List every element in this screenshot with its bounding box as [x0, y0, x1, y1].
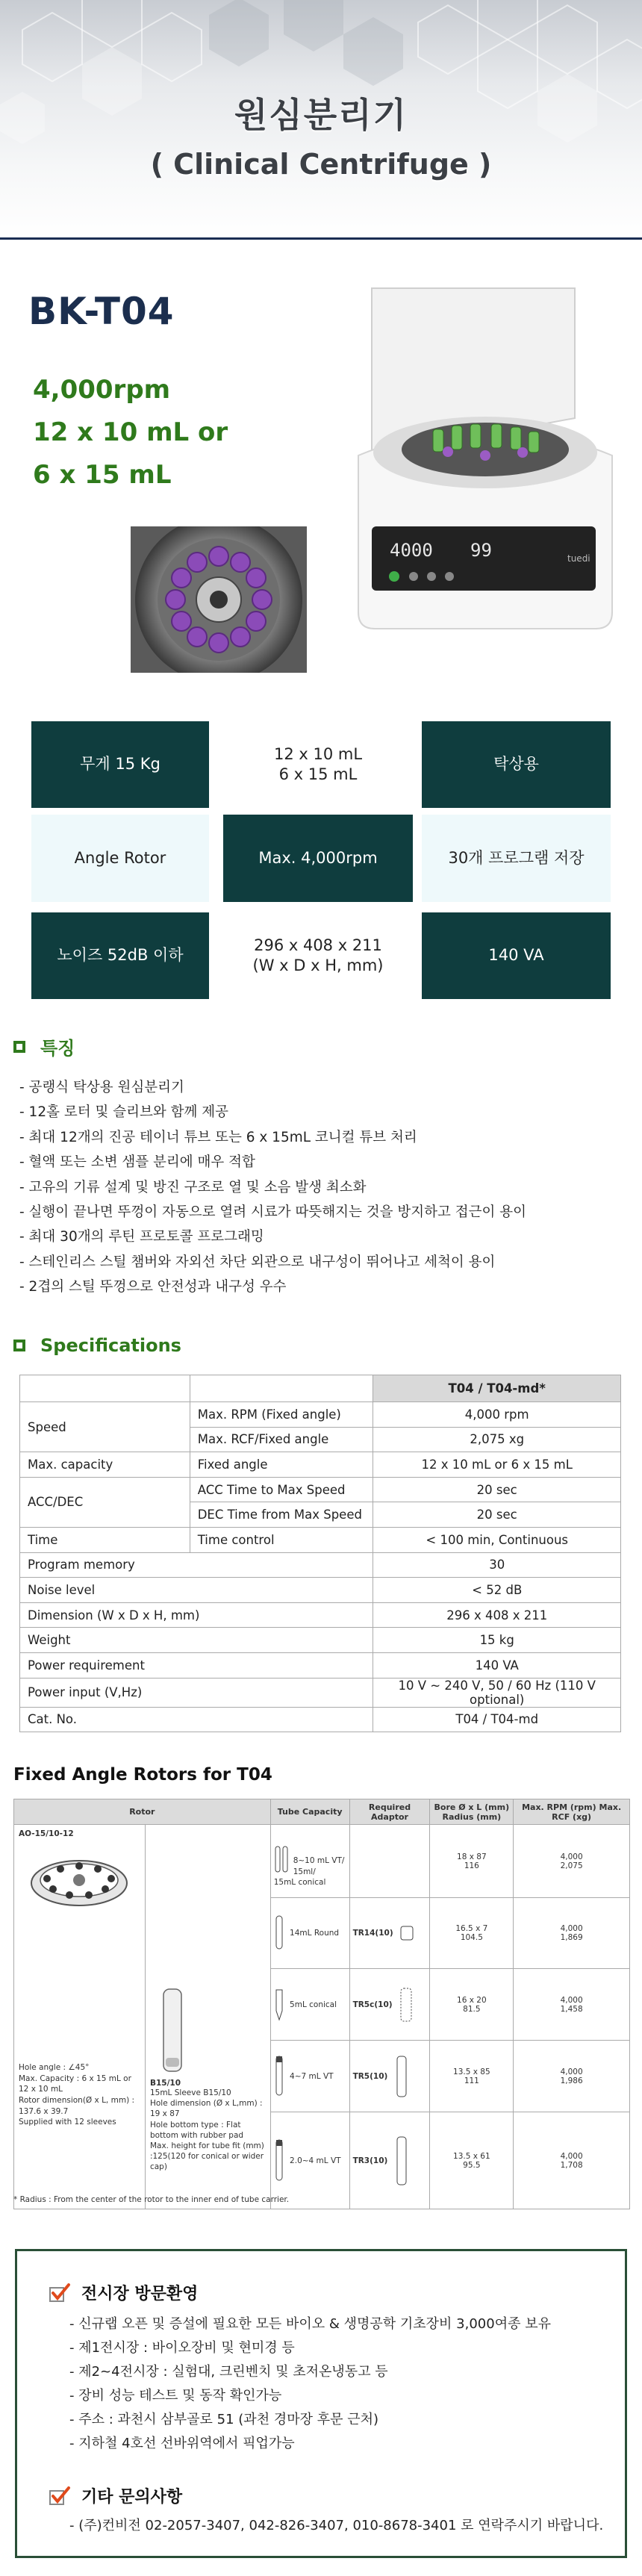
tube-icon	[274, 2055, 284, 2098]
spec-value: 15 kg	[373, 1628, 621, 1653]
list-item: - 제2~4전시장 : 실험대, 크린벤치 및 초저온냉동고 등	[69, 2364, 388, 2380]
rotor-header-bore: Bore Ø x L (mm) Radius (mm)	[430, 1799, 514, 1825]
grid-cell-power: 140 VA	[422, 912, 611, 999]
max-value: 4,000 1,708	[514, 2112, 630, 2209]
spec-header-row	[20, 1375, 621, 1402]
max-value: 4,000 1,869	[514, 1898, 630, 1969]
rotor-photo	[131, 526, 307, 673]
table-row	[20, 1707, 621, 1732]
rotor-header-adaptor: Required Adaptor	[349, 1799, 430, 1825]
contact-heading	[49, 2484, 182, 2507]
feature-item: - 스테인리스 스틸 챔버와 자외선 차단 외관으로 내구성이 뛰어나고 세척이 용이	[19, 1254, 496, 1270]
spec-sublabel: Time control	[190, 1527, 373, 1552]
adaptor-label: TR5c(10)	[352, 2000, 393, 2009]
rotor-description: Hole angle : ∠45° Max. Capacity : 6 x 15 mL or 12 x 10 mL Rotor dimension(Ø x L, mm) : 137.6 x 39.7 Supplied with 12 sleeves	[19, 2063, 135, 2127]
tube-label: 5mL conical	[290, 2000, 337, 2009]
tube-capacity	[270, 1969, 349, 2041]
adaptor-label: TR3(10)	[352, 2156, 388, 2165]
spec-value: 20 sec	[373, 1477, 621, 1502]
adaptor-cell	[349, 1898, 430, 1969]
rotor-header-tube: Tube Capacity	[270, 1799, 349, 1825]
spec-value: 20 sec	[373, 1502, 621, 1528]
list-item: - 지하철 4호선 선바위역에서 픽업가능	[69, 2436, 295, 2451]
spec-value: 296 x 408 x 211	[373, 1602, 621, 1628]
adaptor-icon	[393, 2135, 410, 2187]
square-bullet-icon	[13, 1340, 25, 1351]
table-row	[20, 1402, 621, 1428]
rotor-header-row	[14, 1799, 630, 1825]
highlight-capacity-2: 6 x 15 mL	[33, 460, 172, 490]
list-item: - 주소 : 과천시 삼부골로 51 (과천 경마장 후문 근처)	[69, 2412, 378, 2427]
bore-value: 16 x 20 81.5	[430, 1969, 514, 2041]
rotor-header-rotor: Rotor	[14, 1799, 271, 1825]
page-title-korean: 원심분리기	[234, 95, 408, 135]
spec-value: 12 x 10 mL or 6 x 15 mL	[373, 1452, 621, 1478]
spec-label: ACC/DEC	[20, 1477, 190, 1527]
grid-cell-capacity: 12 x 10 mL 6 x 15 mL	[223, 721, 413, 808]
spec-sublabel: Max. RCF/Fixed angle	[190, 1427, 373, 1452]
tube-label: 4~7 mL VT	[290, 2071, 334, 2081]
adaptor-label: TR14(10)	[352, 1929, 393, 1938]
list-item: - 장비 성능 테스트 및 동작 확인가능	[69, 2388, 282, 2404]
table-row	[20, 1552, 621, 1578]
spec-label: Program memory	[20, 1552, 373, 1578]
adaptor-icon	[393, 2054, 410, 2099]
spec-label: Power input (V,Hz)	[20, 1678, 373, 1707]
spec-label: Weight	[20, 1628, 373, 1653]
table-row	[20, 1602, 621, 1628]
showroom-heading	[49, 2281, 198, 2304]
adaptor-cell	[349, 1969, 430, 2041]
rotor-footnote: * Radius : From the center of the rotor to the inner end of tube carrier.	[13, 2195, 290, 2204]
tube-label: 2.0~4 mL VT	[290, 2156, 341, 2165]
svg-text:99: 99	[470, 540, 492, 561]
spec-sublabel: Max. RPM (Fixed angle)	[190, 1402, 373, 1428]
adaptor-cell	[349, 2041, 430, 2112]
checkbox-icon	[49, 2283, 71, 2303]
features-heading	[13, 1033, 75, 1060]
info-box	[15, 2249, 627, 2558]
contact-list	[69, 2514, 603, 2538]
table-row	[20, 1452, 621, 1478]
spec-sublabel: Fixed angle	[190, 1452, 373, 1478]
feature-item: - 고유의 기류 설계 및 방진 구조로 열 및 소음 발생 최소화	[19, 1179, 367, 1195]
bore-value: 13.5 x 61 95.5	[430, 2112, 514, 2209]
table-row	[20, 1527, 621, 1552]
square-bullet-icon	[13, 1041, 25, 1053]
adaptor-icon	[398, 1986, 414, 2023]
feature-item: - 2겹의 스틸 뚜껑으로 안전성과 내구성 우수	[19, 1279, 287, 1295]
checkbox-icon	[49, 2486, 71, 2506]
page-title-english: ( Clinical Centrifuge )	[150, 148, 492, 181]
grid-cell-dimension: 296 x 408 x 211 (W x D x H, mm)	[223, 912, 413, 999]
tube-icon	[274, 1845, 290, 1875]
list-item: - (주)컨비전 02-2057-3407, 042-826-3407, 010-8678-3401 로 연락주시기 바랍니다.	[69, 2518, 604, 2533]
svg-text:tuedi: tuedi	[567, 553, 590, 564]
max-value: 4,000 2,075	[514, 1825, 630, 1898]
sleeve-cell	[145, 1825, 270, 2209]
table-row	[20, 1628, 621, 1653]
bore-value: 16.5 x 7 104.5	[430, 1898, 514, 1969]
specifications-heading	[13, 1335, 181, 1356]
centrifuge-photo	[351, 284, 620, 635]
rotor-header-max: Max. RPM (rpm) Max. RCF (xg)	[514, 1799, 630, 1825]
page-header	[0, 0, 642, 239]
spec-value: 140 VA	[373, 1652, 621, 1678]
spec-label: Dimension (W x D x H, mm)	[20, 1602, 373, 1628]
features-list	[19, 1075, 526, 1300]
svg-text:4000: 4000	[390, 540, 433, 561]
adaptor-cell	[349, 1825, 430, 1898]
features-title: 특징	[40, 1038, 75, 1059]
contact-title: 기타 문의사항	[81, 2488, 183, 2507]
showroom-list	[69, 2312, 551, 2456]
rotors-title: Fixed Angle Rotors for T04	[13, 1765, 272, 1785]
spec-value: 10 V ~ 240 V, 50 / 60 Hz (110 V optional)	[373, 1678, 621, 1707]
max-value: 4,000 1,458	[514, 1969, 630, 2041]
feature-item: - 최대 12개의 진공 테이너 튜브 또는 6 x 15mL 코니컬 튜브 처리	[19, 1129, 417, 1145]
spec-sublabel: DEC Time from Max Speed	[190, 1502, 373, 1528]
list-item: - 신규랩 오픈 및 증설에 필요한 모든 바이오 & 생명공학 기초장비 3,000여종 보유	[69, 2316, 551, 2332]
tube-capacity	[270, 1898, 349, 1969]
grid-cell-programs: 30개 프로그램 저장	[422, 815, 611, 902]
grid-cell-rotor: Angle Rotor	[31, 815, 209, 902]
adaptor-icon	[399, 1924, 415, 1942]
highlight-capacity-1: 12 x 10 mL or	[33, 417, 228, 447]
spec-sublabel: ACC Time to Max Speed	[190, 1477, 373, 1502]
model-name: BK-T04	[28, 290, 175, 333]
table-row	[20, 1652, 621, 1678]
sleeve-icon	[158, 1986, 187, 2076]
feature-item: - 혈액 또는 소변 샘플 분리에 매우 적합	[19, 1154, 255, 1171]
table-row	[20, 1578, 621, 1603]
header-divider	[0, 237, 642, 240]
tube-capacity	[270, 1825, 349, 1898]
specifications-table	[19, 1375, 621, 1732]
sleeve-name: B15/10	[149, 2079, 181, 2088]
spec-label: Time	[20, 1527, 190, 1552]
rotor-diagram-icon	[23, 1846, 135, 1913]
spec-label: Max. capacity	[20, 1452, 190, 1478]
adaptor-cell	[349, 2112, 430, 2209]
list-item: - 제1전시장 : 바이오장비 및 현미경 등	[69, 2340, 295, 2356]
spec-value: 30	[373, 1552, 621, 1578]
table-row	[20, 1678, 621, 1707]
grid-cell-noise: 노이즈 52dB 이하	[31, 912, 209, 999]
grid-cell-speed: Max. 4,000rpm	[223, 815, 413, 902]
adaptor-label: TR5(10)	[352, 2071, 388, 2081]
spec-value: 4,000 rpm	[373, 1402, 621, 1428]
spec-label: Power requirement	[20, 1652, 373, 1678]
tube-capacity	[270, 2112, 349, 2209]
feature-item: - 최대 30개의 루틴 프로토콜 프로그래밍	[19, 1229, 264, 1245]
rotors-table	[13, 1799, 630, 2209]
spec-value: 2,075 xg	[373, 1427, 621, 1452]
tube-icon	[274, 2138, 284, 2183]
tube-icon	[274, 1914, 284, 1952]
grid-cell-weight: 무게 15 Kg	[31, 721, 209, 808]
spec-column-header: T04 / T04-md*	[373, 1375, 621, 1402]
rotor-name: AO-15/10-12	[19, 1829, 74, 1838]
spec-value: < 52 dB	[373, 1578, 621, 1603]
bore-value: 18 x 87 116	[430, 1825, 514, 1898]
feature-item: - 공랭식 탁상용 원심분리기	[19, 1080, 184, 1095]
rotor-cell	[14, 1825, 146, 2209]
spec-label: Cat. No.	[20, 1707, 373, 1732]
tube-icon	[274, 1988, 284, 2021]
table-row	[20, 1477, 621, 1502]
spec-value: T04 / T04-md	[373, 1707, 621, 1732]
spec-value: < 100 min, Continuous	[373, 1527, 621, 1552]
tube-capacity	[270, 2041, 349, 2112]
grid-cell-type: 탁상용	[422, 721, 611, 808]
showroom-title: 전시장 방문환영	[81, 2285, 199, 2303]
feature-item: - 실행이 끝나면 뚜껑이 자동으로 열려 시료가 따뜻해지는 것을 방지하고 접근이 용이	[19, 1204, 526, 1220]
tube-label: 8~10 mL VT/ 15ml/ 15mL conical	[273, 1856, 345, 1887]
spec-label: Noise level	[20, 1578, 373, 1603]
max-value: 4,000 1,986	[514, 2041, 630, 2112]
spec-label: Speed	[20, 1402, 190, 1452]
feature-item: - 12홀 로터 및 슬리브와 함께 제공	[19, 1104, 228, 1121]
sleeve-description: 15mL Sleeve B15/10 Hole dimension (Ø x L,mm) : 19 x 87 Hole bottom type : Flat bottom with rubber pad Max. height for tube fit (mm) :125(120 for conical or wider cap)	[149, 2088, 264, 2172]
tube-label: 14mL Round	[290, 1929, 340, 1938]
specifications-title: Specifications	[40, 1335, 181, 1356]
highlight-speed: 4,000rpm	[33, 375, 171, 405]
table-row	[14, 1825, 630, 1898]
bore-value: 13.5 x 85 111	[430, 2041, 514, 2112]
